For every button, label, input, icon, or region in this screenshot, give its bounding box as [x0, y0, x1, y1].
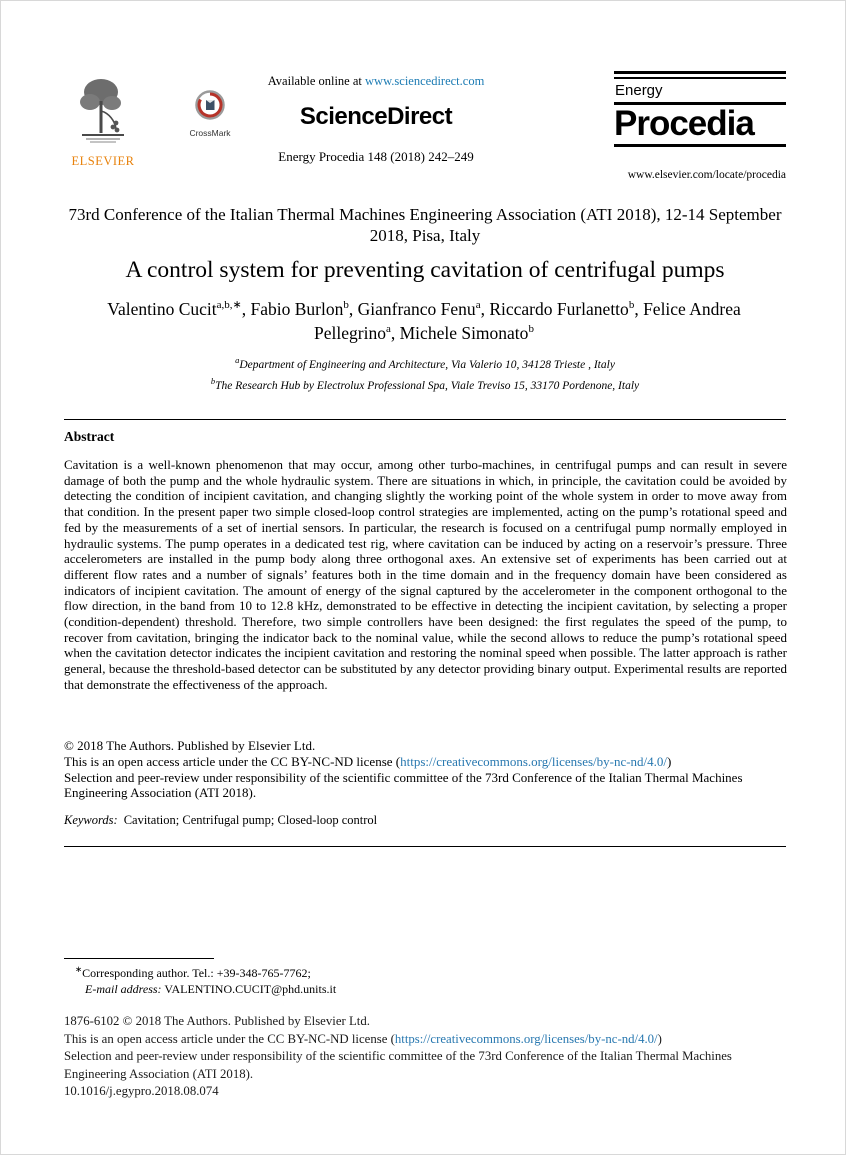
conference-title: 73rd Conference of the Italian Thermal Machines Engineering Association (ATI 2018), 12-14 September 2018, Pisa, Italy [68, 205, 782, 246]
affiliations [64, 354, 786, 395]
elsevier-wordmark: ELSEVIER [71, 154, 135, 168]
elsevier-logo [63, 73, 143, 169]
author-list [94, 298, 754, 345]
author-name: , Riccardo Furlanetto [480, 299, 629, 319]
sciencedirect-logo: ScienceDirect [299, 103, 453, 130]
doi: 10.1016/j.egypro.2018.08.074 [64, 1084, 219, 1098]
footer-cc-license-link[interactable]: https://creativecommons.org/licenses/by-nc-nd/4.0/ [394, 1031, 658, 1046]
crossmark-badge[interactable] [187, 89, 233, 138]
author-name: , Gianfranco Fenu [348, 299, 476, 319]
email-address: VALENTINO.CUCIT@phd.units.it [164, 982, 337, 996]
available-online-line [236, 74, 516, 89]
abstract-body: Cavitation is a well-known phenomenon that may occur, among other turbo-machines, in centrifugal pumps and can result in severe damage of both the pump and the whole hydraulic system. There are situations in which, in principle, the cavitation could be avoided by detecting the condition of incipient cavitation, and changing slightly the working point of the whole system in order to move away from that condition. In the present paper two simple closed-loop control strategies are implemented, acting on the pump’s rotational speed and fed by the measurements of a set of inertial sensors. In particular, the research is focused on a centrifugal pump normally employed in hydraulic systems. The pump operates in a dedicated test rig, where cavitation can be induced by acting on a reservoir’s pressure. Three accelerometers are installed in the pump body along three orthogonal axes. An extensive set of experiments has been carried out at different flow rates and a number of signals’ features both in the time domain and in the frequency domain have been considered as indicators of incipient cavitation. The amount of energy of the signal captured by the accelerometer in the component orthogonal to the flow direction, in the band from 10 to 12.8 kHz, demonstrated to be effective in detecting the incipient cavitation, by selecting a proper (condition-dependent) threshold. Therefore, two simple controllers have been designed: the first regulates the speed of the pump, to recover from cavitation, bringing the indicator back to the nominal value, while the second allows to reduce the pump’s rotational speed when the cavitation detector indicates the incipient cavitation and restoring the nominal speed when possible. The latter approach is rather general, because the threshold-based detector can be substituted by any detector providing binary output. Experimental results are reported that demonstrate the effectiveness of the approach. [64, 457, 787, 692]
footnote-divider [64, 958, 214, 959]
selection-line: Selection and peer-review under responsibility of the scientific committee of the 73rd Conference of the Italian Thermal Machines Engineering Association (ATI 2018). [64, 769, 743, 801]
open-access-text: This is an open access article under the CC BY-NC-ND license ( [64, 753, 401, 769]
affiliation-text: Department of Engineering and Architecture, Via Valerio 10, 34128 Trieste , Italy [239, 358, 615, 371]
procedia-energy-label: Energy [615, 81, 663, 99]
keywords-label: Keywords: [64, 813, 118, 827]
keywords-text: Cavitation; Centrifugal pump; Closed-loop control [123, 813, 378, 827]
procedia-rule-top-1 [614, 71, 786, 74]
available-online-text: Available online at [267, 74, 366, 88]
abstract-heading: Abstract [64, 429, 115, 444]
open-access-line [64, 754, 787, 770]
email-note [85, 982, 336, 997]
keywords-line [64, 813, 787, 828]
corresponding-author-note [75, 964, 311, 981]
paper-title: A control system for preventing cavitation of centrifugal pumps [125, 257, 725, 283]
crossmark-icon [194, 89, 226, 121]
footer-block [64, 1013, 787, 1101]
affiliation-line [64, 375, 786, 396]
affiliation-text: The Research Hub by Electrolux Professional Spa, Viale Treviso 15, 33170 Pordenone, Italy [215, 379, 640, 392]
footer-issn-line: 1876-6102 © 2018 The Authors. Published by Elsevier Ltd. [64, 1014, 370, 1028]
author-name: Valentino Cucit [107, 299, 217, 319]
license-block [64, 738, 787, 801]
divider-above-abstract [64, 419, 786, 420]
cc-license-link[interactable]: https://creativecommons.org/licenses/by-nc-nd/4.0/ [400, 753, 668, 769]
author-affil-marker: a,b,∗ [216, 299, 242, 312]
author-name: , Felice Andrea Pellegrino [314, 299, 741, 343]
footnote-star: ∗ [75, 964, 83, 974]
procedia-wordmark: Procedia [614, 103, 754, 143]
corresponding-author-text: Corresponding author. Tel.: +39-348-765-7762; [82, 966, 311, 980]
open-access-suffix: ) [667, 753, 672, 769]
email-label: E-mail address: [85, 982, 162, 996]
footer-open-access-text: This is an open access article under the CC BY-NC-ND license ( [64, 1031, 395, 1046]
author-affil-marker: a [385, 322, 391, 335]
sciencedirect-link[interactable]: www.sciencedirect.com [365, 74, 485, 88]
affiliation-marker: a [235, 355, 240, 365]
author-affil-marker: b [628, 299, 635, 312]
elsevier-locate-url: www.elsevier.com/locate/procedia [627, 169, 786, 181]
procedia-logo [614, 71, 786, 147]
affiliation-line [64, 354, 786, 375]
author-name: , Fabio Burlon [241, 299, 344, 319]
affiliation-marker: b [210, 375, 216, 386]
footer-selection-line: Selection and peer-review under responsibility of the scientific committee of the 73rd Conference of the Italian Thermal Machines Engineering Association (ATI 2018). [64, 1049, 732, 1081]
copyright-line: © 2018 The Authors. Published by Elsevier Ltd. [64, 738, 316, 753]
author-affil-marker: b [343, 299, 349, 312]
elsevier-tree-icon [70, 73, 136, 147]
author-name: , Michele Simonato [390, 322, 529, 343]
journal-reference: Energy Procedia 148 (2018) 242–249 [278, 149, 474, 164]
footer-open-access-suffix: ) [657, 1031, 662, 1046]
crossmark-label: CrossMark [189, 128, 231, 138]
author-affil-marker: b [528, 322, 534, 335]
divider-below-keywords [64, 846, 786, 847]
procedia-rule-bottom [614, 144, 786, 147]
author-affil-marker: a [475, 299, 481, 312]
footer-open-access-line [64, 1031, 787, 1049]
